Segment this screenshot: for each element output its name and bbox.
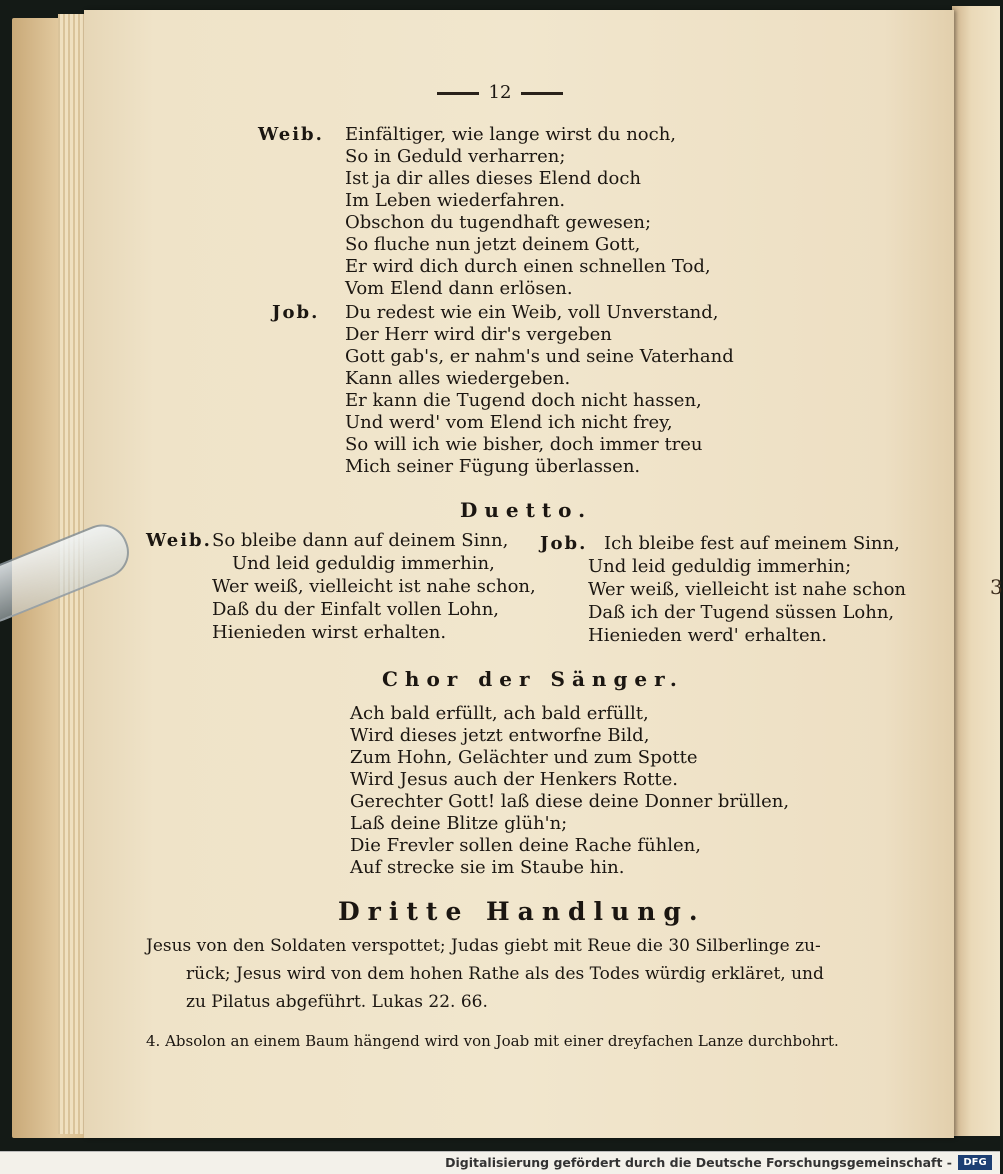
- dfg-logo: DFG: [958, 1155, 992, 1170]
- verse-line: Kann alles wiedergeben.: [345, 368, 571, 389]
- chor-line: Gerechter Gott! laß diese deine Donner brüllen,: [350, 791, 790, 812]
- chor-line: Laß deine Blitze glüh'n;: [350, 813, 568, 834]
- verse-line: So will ich wie bisher, doch immer treu: [345, 434, 703, 455]
- chor-line: Zum Hohn, Gelächter und zum Spotte: [350, 747, 698, 768]
- summary-line: Jesus von den Soldaten verspottet; Judas giebt mit Reue die 30 Silberlinge zu-: [146, 936, 821, 956]
- page-number-text: 12: [488, 82, 512, 103]
- footnote-line: 4. Absolon an einem Baum hängend wird von Joab mit einer dreyfachen Lanze durchbohrt.: [146, 1032, 839, 1050]
- speaker-job-duetto: Job.: [540, 533, 588, 554]
- verse-line: Mich seiner Fügung überlassen.: [345, 456, 641, 477]
- verse-line: Obschon du tugendhaft gewesen;: [345, 212, 652, 233]
- chor-line: Wird Jesus auch der Henkers Rotte.: [350, 769, 678, 790]
- page-number-rule-right: [521, 92, 563, 95]
- speaker-weib: Weib.: [258, 124, 324, 145]
- verse-line: Du redest wie ein Weib, voll Unverstand,: [345, 302, 719, 323]
- duetto-weib-line: Daß du der Einfalt vollen Lohn,: [212, 599, 500, 620]
- verse-line: Der Herr wird dir's vergeben: [345, 324, 612, 345]
- duetto-heading: Duetto.: [460, 498, 593, 522]
- page-number-rule-left: [437, 92, 479, 95]
- speaker-weib-duetto: Weib.: [146, 530, 212, 551]
- verse-line: Und werd' vom Elend ich nicht frey,: [345, 412, 673, 433]
- verse-line: Gott gab's, er nahm's und seine Vaterhand: [345, 346, 734, 367]
- verse-line: Er wird dich durch einen schnellen Tod,: [345, 256, 711, 277]
- summary-line: rück; Jesus wird von dem hohen Rathe als des Todes würdig erkläret, und: [186, 964, 824, 984]
- verse-line: Ist ja dir alles dieses Elend doch: [345, 168, 641, 189]
- chor-line: Wird dieses jetzt entworfne Bild,: [350, 725, 650, 746]
- verse-line: Einfältiger, wie lange wirst du noch,: [345, 124, 677, 145]
- footer-bar: [0, 1151, 1000, 1174]
- verse-line: So in Geduld verharren;: [345, 146, 566, 167]
- facing-page-mark: 3: [990, 575, 1003, 599]
- verse-line: So fluche nun jetzt deinem Gott,: [345, 234, 641, 255]
- summary-line: zu Pilatus abgeführt. Lukas 22. 66.: [186, 992, 488, 1012]
- duetto-weib-line: Hienieden wirst erhalten.: [212, 622, 447, 643]
- chor-heading: Chor der Sänger.: [382, 667, 684, 691]
- duetto-job-line: Daß ich der Tugend süssen Lohn,: [588, 602, 895, 623]
- duetto-weib-line: Wer weiß, vielleicht ist nahe schon,: [212, 576, 536, 597]
- verse-line: Im Leben wiederfahren.: [345, 190, 566, 211]
- duetto-job-line: Hienieden werd' erhalten.: [588, 625, 827, 646]
- duetto-job-line: Wer weiß, vielleicht ist nahe schon: [588, 579, 907, 600]
- dritte-handlung-heading: Dritte Handlung.: [338, 897, 706, 926]
- footer-credit: Digitalisierung gefördert durch die Deutsche Forschungsgemeinschaft -: [445, 1155, 952, 1170]
- page-number: [0, 82, 1000, 103]
- duetto-job-line: Ich bleibe fest auf meinem Sinn,: [604, 533, 900, 554]
- facing-page-edge: [952, 6, 1000, 1136]
- chor-line: Ach bald erfüllt, ach bald erfüllt,: [350, 703, 649, 724]
- speaker-job: Job.: [272, 302, 320, 323]
- verse-line: Er kann die Tugend doch nicht hassen,: [345, 390, 702, 411]
- chor-line: Auf strecke sie im Staube hin.: [350, 857, 625, 878]
- verse-line: Vom Elend dann erlösen.: [345, 278, 573, 299]
- chor-line: Die Frevler sollen deine Rache fühlen,: [350, 835, 701, 856]
- duetto-weib-line: Und leid geduldig immerhin,: [232, 553, 495, 574]
- duetto-weib-line: So bleibe dann auf deinem Sinn,: [212, 530, 509, 551]
- duetto-job-line: Und leid geduldig immerhin;: [588, 556, 852, 577]
